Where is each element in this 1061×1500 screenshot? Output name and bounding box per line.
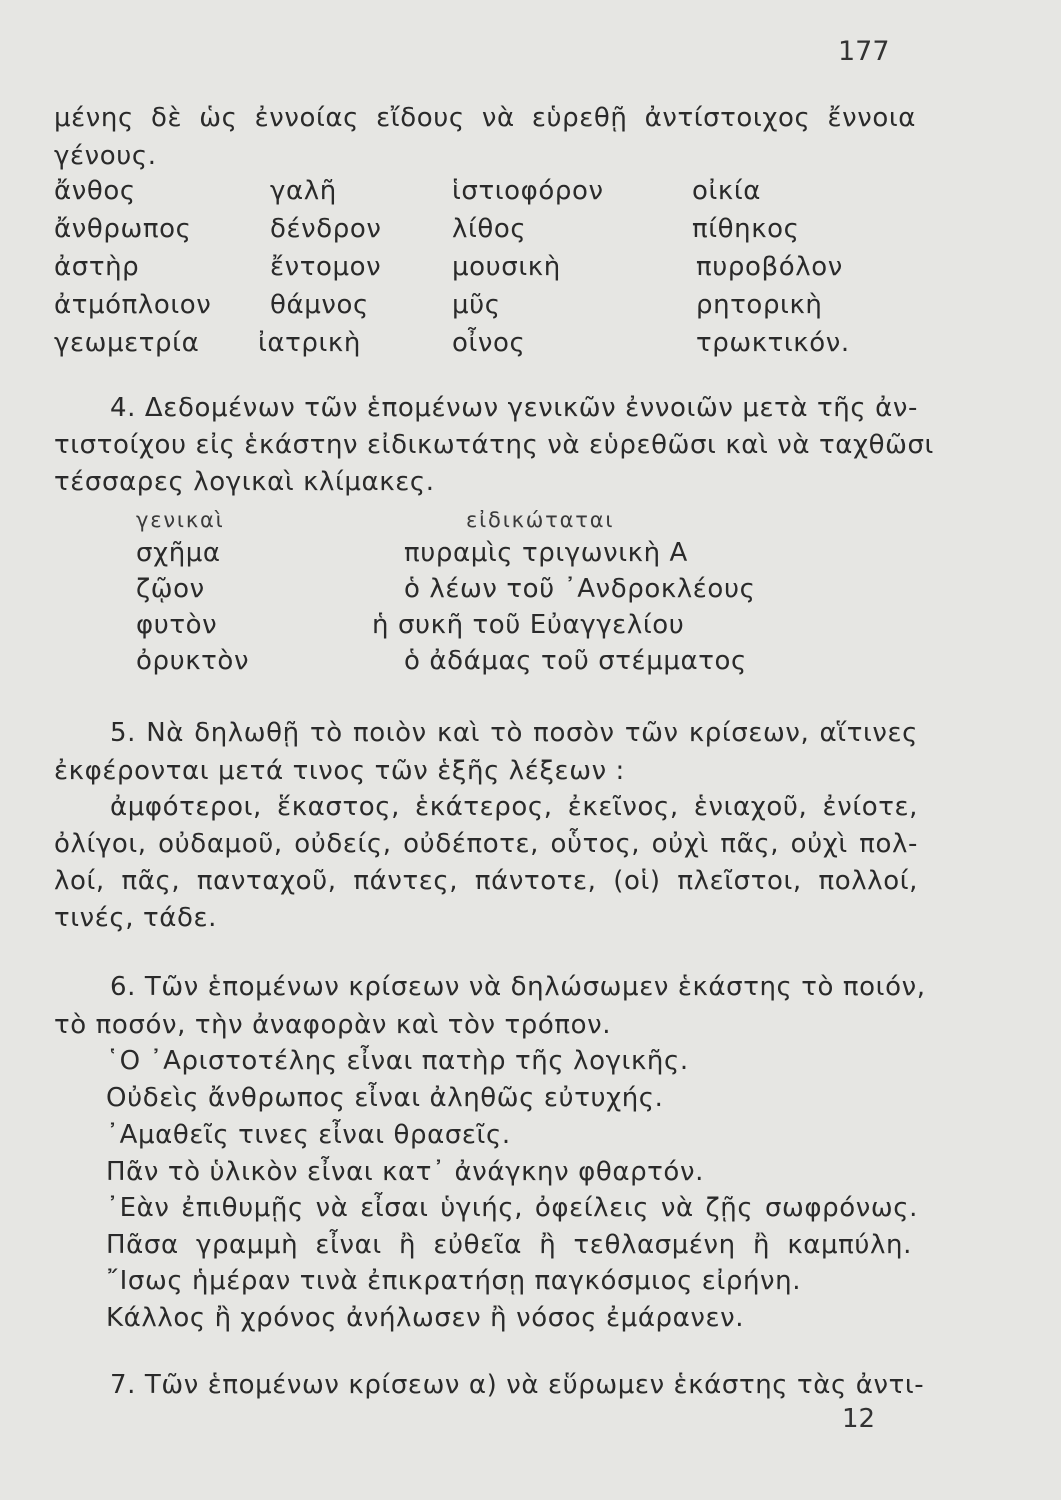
word-cell: ρητορικὴ [696,290,823,320]
ex4-general-cell: ὀρυκτὸν [136,646,250,676]
ex6-sentence: ᾿Εὰν ἐπιθυμῇς νὰ εἶσαι ὑγιής, ὀφείλεις νὰ ζῇς σωφρόνως. [106,1193,918,1223]
word-cell: θάμνος [270,290,369,320]
ex4-row [136,538,1036,572]
ex4-general-cell: σχῆμα [136,538,221,568]
ex5-line-2: ἐκφέρονται μετά τινος τῶν ἑξῆς λέξεων : [54,756,625,786]
ex6-line-1: 6. Τῶν ἑπομένων κρίσεων νὰ δηλώσωμεν ἑκάστης τὸ ποιόν, [110,972,926,1002]
ex4-specific-cell: ὁ ἀδάμας τοῦ στέμματος [404,646,747,676]
word-table-row [54,176,954,210]
word-cell: ἀτμόπλοιον [54,290,212,320]
ex5-line-1: 5. Νὰ δηλωθῇ τὸ ποιὸν καὶ τὸ ποσὸν τῶν κρίσεων, αἵτινες [110,718,918,748]
ex4-header-general: γενικαὶ [136,508,225,532]
ex4-line-2: τιστοίχου εἰς ἑκάστην εἰδικωτάτης νὰ εὑρεθῶσι καὶ νὰ ταχθῶσι [54,430,934,460]
ex6-line-2: τὸ ποσόν, τὴν ἀναφορὰν καὶ τὸν τρόπον. [54,1010,612,1040]
word-cell: μουσικὴ [452,252,561,282]
word-cell: μῦς [452,290,501,320]
word-table-row [54,328,954,362]
ex4-general-cell: ζῷον [136,574,205,604]
ex6-sentence: ᾿Αμαθεῖς τινες εἶναι θρασεῖς. [106,1120,511,1150]
word-cell: γεωμετρία [54,328,200,358]
ex4-specific-cell: ὁ λέων τοῦ ᾿Ανδροκλέους [404,574,756,604]
word-cell: πίθηκος [692,214,800,244]
intro-line-2: γένους. [54,141,157,171]
ex6-sentence: Πᾶσα γραμμὴ εἶναι ἢ εὐθεῖα ἢ τεθλασμένη ἢ καμπύλη. [106,1230,912,1260]
word-table-row [54,214,954,248]
word-cell: ἄνθος [54,176,136,206]
ex7-line-1: 7. Τῶν ἑπομένων κρίσεων α) νὰ εὕρωμεν ἑκάστης τὰς ἀντι- [110,1370,925,1400]
word-cell: οἰκία [692,176,761,206]
word-cell: τρωκτικόν. [696,328,850,358]
signature-mark: 12 [842,1404,876,1434]
word-cell: ἔντομον [270,252,382,282]
ex4-line-3: τέσσαρες λογικαὶ κλίμακες. [54,467,435,497]
ex4-specific-cell: ἡ συκῆ τοῦ Εὐαγγελίου [372,610,685,640]
word-cell: δένδρον [270,214,382,244]
ex4-row [136,610,1036,644]
ex4-specific-cell: πυραμὶς τριγωνικὴ Α [404,538,688,568]
word-cell: ἄνθρωπος [54,214,192,244]
ex6-sentence: Οὐδεὶς ἄνθρωπος εἶναι ἀληθῶς εὐτυχής. [106,1083,664,1113]
ex4-header-specific: εἰδικώταται [466,508,615,532]
ex5-line-5: λοί, πᾶς, πανταχοῦ, πάντες, πάντοτε, (οἱ) πλεῖστοι, πολλοί, [54,866,918,896]
page-number: 177 [838,36,890,67]
word-cell: γαλῆ [270,176,337,206]
ex6-sentence: ῎Ισως ἡμέραν τινὰ ἐπικρατήσῃ παγκόσμιος εἰρήνη. [106,1266,802,1296]
ex4-general-cell: φυτὸν [136,610,218,640]
ex4-line-1: 4. Δεδομένων τῶν ἑπομένων γενικῶν ἐννοιῶν μετὰ τῆς ἀν- [110,393,918,423]
ex4-row [136,646,1036,680]
word-cell: λίθος [452,214,527,244]
ex5-line-6: τινές, τάδε. [54,903,218,933]
word-cell: πυροβόλον [696,252,843,282]
intro-line-1: μένης δὲ ὡς ἐννοίας εἴδους νὰ εὑρεθῇ ἀντίστοιχος ἔννοια [54,103,916,133]
ex5-line-3: ἀμφότεροι, ἕκαστος, ἑκάτερος, ἐκεῖνος, ἑνιαχοῦ, ἐνίοτε, [110,792,918,822]
ex6-sentence: Πᾶν τὸ ὑλικὸν εἶναι κατ᾿ ἀνάγκην φθαρτόν. [106,1157,704,1187]
word-table-row [54,290,954,324]
word-table-row [54,252,954,286]
word-cell: ἰατρικὴ [258,328,361,358]
ex4-row [136,574,1036,608]
word-cell: ἀστὴρ [54,252,140,282]
ex6-sentence: ῾Ο ᾿Αριστοτέλης εἶναι πατὴρ τῆς λογικῆς. [106,1046,689,1076]
ex5-line-4: ὀλίγοι, οὐδαμοῦ, οὐδείς, οὐδέποτε, οὗτος, οὐχὶ πᾶς, οὐχὶ πολ- [54,829,918,859]
word-cell: οἶνος [452,328,526,358]
word-cell: ἱστιοφόρον [452,176,604,206]
ex6-sentence: Κάλλος ἢ χρόνος ἀνήλωσεν ἢ νόσος ἐμάρανεν. [106,1303,745,1333]
